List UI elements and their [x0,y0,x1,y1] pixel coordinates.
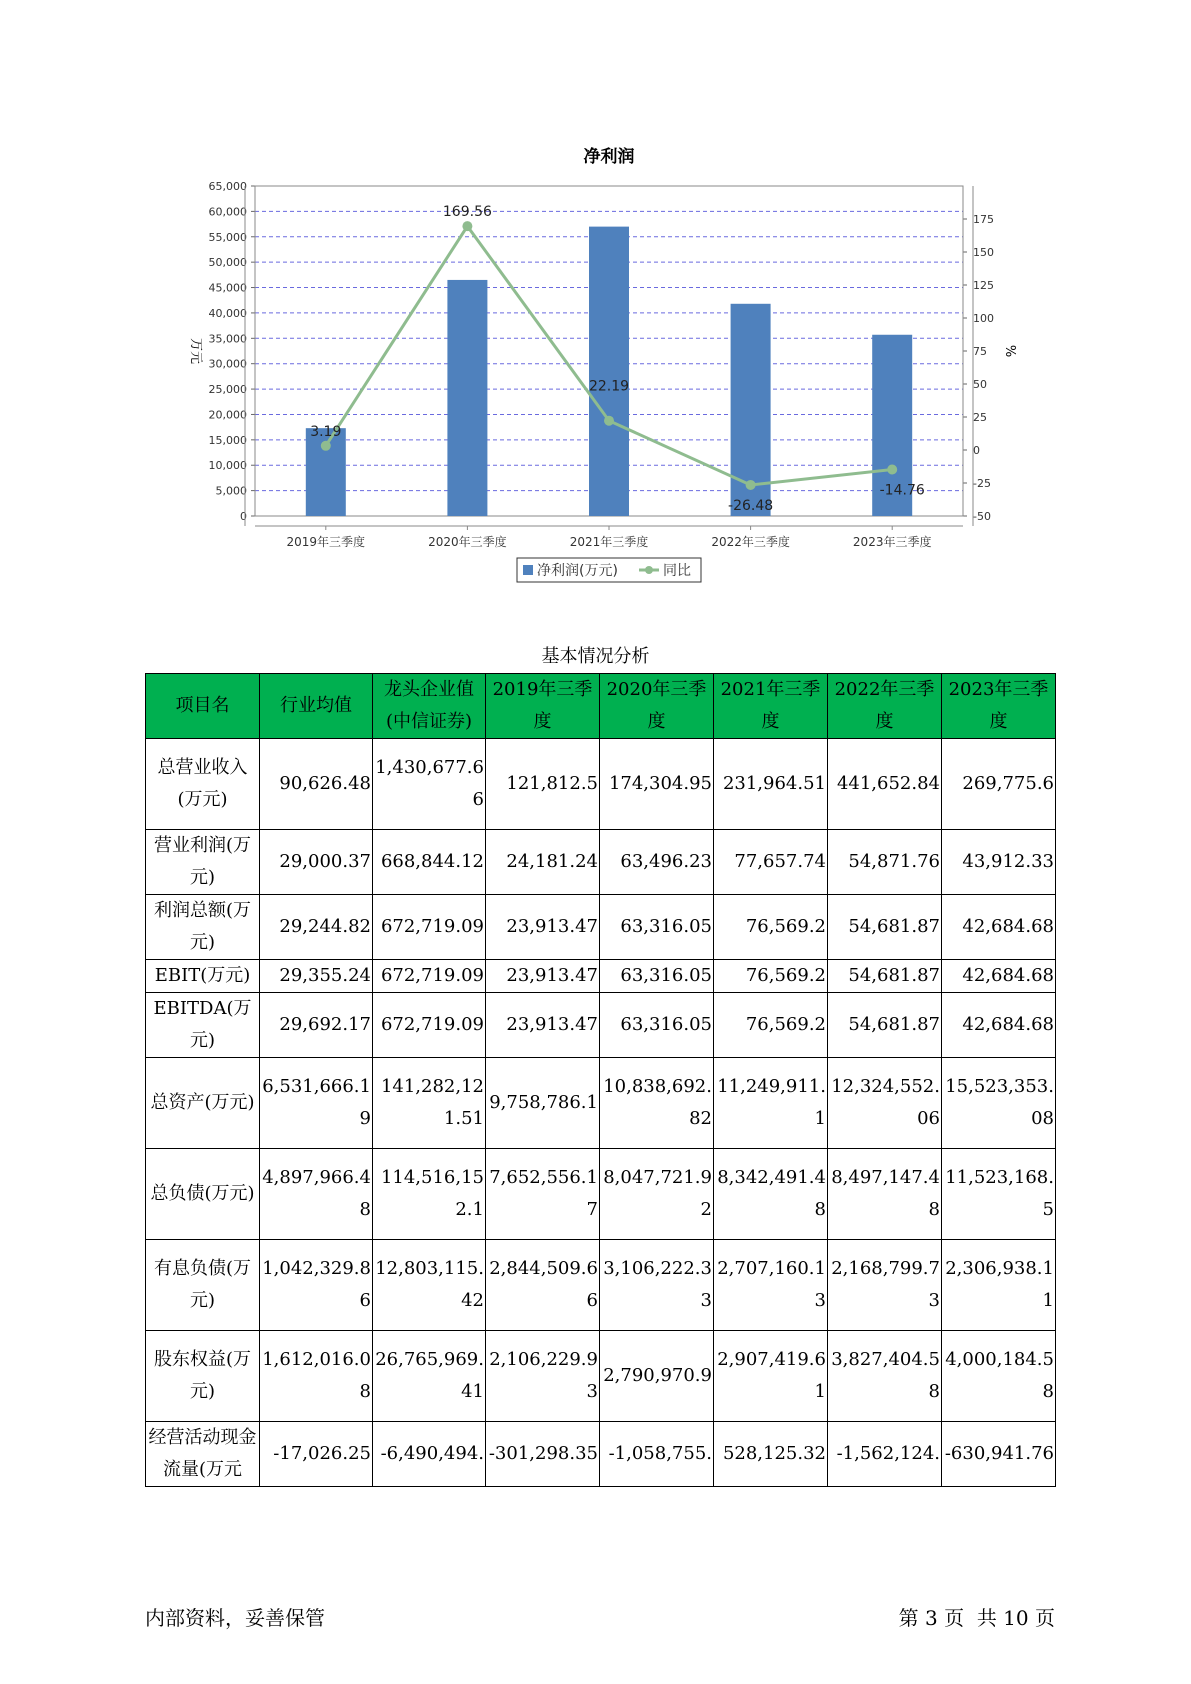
table-cell: 54,681.87 [828,993,942,1058]
table-cell: 441,652.84 [828,739,942,830]
table-cell: 668,844.12 [373,830,486,895]
table-cell: 2,790,970.9 [600,1331,714,1422]
left-tick-label: 0 [240,510,247,523]
right-tick-label: 0 [973,444,980,457]
x-tick-label: 2023年三季度 [852,535,932,549]
row-label: 总资产(万元) [146,1058,260,1149]
table-cell: 63,316.05 [600,895,714,960]
yoy-point [746,480,756,490]
table-cell: 10,838,692.82 [600,1058,714,1149]
table-cell: 174,304.95 [600,739,714,830]
right-tick-label: 150 [973,246,994,259]
data-label: 22.19 [588,378,630,395]
row-label: 营业利润(万元) [146,830,260,895]
table-cell: 8,047,721.92 [600,1149,714,1240]
table-cell: 42,684.68 [942,895,1056,960]
right-tick-label: 100 [973,312,994,325]
table-cell: 23,913.47 [486,895,600,960]
yoy-point [462,221,472,231]
right-tick-label: 25 [973,411,987,424]
table-cell: 76,569.2 [714,895,828,960]
left-tick-label: 55,000 [208,230,247,244]
table-cell: 29,000.37 [260,830,373,895]
table-cell: 114,516,152.1 [373,1149,486,1240]
header-2022q3: 2022年三季度 [828,674,942,739]
table-cell: 76,569.2 [714,993,828,1058]
chart-title: 净利润 [583,147,635,167]
left-tick-label: 40,000 [208,306,247,320]
legend-bar-swatch [523,565,533,575]
right-tick-label: 75 [973,345,987,358]
table-cell: 2,168,799.73 [828,1240,942,1331]
left-axis-title: 万元 [188,337,203,365]
table-cell: 54,681.87 [828,960,942,993]
table-cell: 54,871.76 [828,830,942,895]
table-row [146,993,1056,1058]
table-cell: 2,306,938.11 [942,1240,1056,1331]
table-cell: 1,430,677.66 [373,739,486,830]
table-cell: -630,941.76 [942,1422,1056,1487]
table-cell: 77,657.74 [714,830,828,895]
row-label: 利润总额(万元) [146,895,260,960]
table-cell: 4,897,966.48 [260,1149,373,1240]
table-cell: 7,652,556.17 [486,1149,600,1240]
left-tick-label: 25,000 [208,383,247,397]
legend-line-marker [645,566,653,574]
table-cell: -17,026.25 [260,1422,373,1487]
table-row [146,895,1056,960]
table-cell: 2,707,160.13 [714,1240,828,1331]
row-label: 经营活动现金流量(万元 [146,1422,260,1487]
row-label: 股东权益(万元) [146,1331,260,1422]
table-cell: 43,912.33 [942,830,1056,895]
table-cell: 12,324,552.06 [828,1058,942,1149]
left-tick-label: 65,000 [208,180,247,193]
left-tick-label: 30,000 [208,357,247,371]
table-cell: 8,497,147.48 [828,1149,942,1240]
yoy-point [887,464,897,474]
header-2023q3: 2023年三季度 [942,674,1056,739]
row-label: EBITDA(万元) [146,993,260,1058]
bar [447,280,487,516]
table-cell: 23,913.47 [486,993,600,1058]
x-tick-label: 2022年三季度 [711,535,790,549]
table-cell: 141,282,121.51 [373,1058,486,1149]
data-label: -14.76 [879,482,925,499]
table-cell: 29,692.17 [260,993,373,1058]
table-cell: 42,684.68 [942,960,1056,993]
table-cell: 6,531,666.19 [260,1058,373,1149]
header-2020q3: 2020年三季度 [600,674,714,739]
net-profit-chart [170,140,1030,600]
table-cell: 672,719.09 [373,895,486,960]
data-label: 3.19 [310,423,342,440]
bar [589,227,629,516]
yoy-point [604,416,614,426]
right-tick-label: 50 [973,378,987,391]
row-label: EBIT(万元) [146,960,260,993]
left-tick-label: 35,000 [208,332,247,346]
table-row [146,1331,1056,1422]
table-cell: 672,719.09 [373,993,486,1058]
right-tick-label: -50 [973,510,991,523]
x-tick-label: 2021年三季度 [569,535,649,549]
left-tick-label: 45,000 [208,281,247,295]
header-industry-avg: 行业均值 [260,674,373,739]
table-cell: -1,562,124. [828,1422,942,1487]
table-cell: 54,681.87 [828,895,942,960]
right-tick-label: 175 [973,213,994,226]
table-cell: 4,000,184.58 [942,1331,1056,1422]
table-cell: 2,106,229.93 [486,1331,600,1422]
header-2019q3: 2019年三季度 [486,674,600,739]
header-2021q3: 2021年三季度 [714,674,828,739]
table-cell: 63,496.23 [600,830,714,895]
left-tick-label: 10,000 [208,459,247,473]
legend-bar-label: 净利润(万元) [537,563,618,579]
table-row [146,1058,1056,1149]
table-cell: 29,355.24 [260,960,373,993]
left-tick-label: 5,000 [215,484,247,498]
table-cell: 672,719.09 [373,960,486,993]
data-label: -26.48 [728,497,774,514]
table-cell: 11,249,911.1 [714,1058,828,1149]
basic-analysis-table [145,673,1056,1487]
header-item-name: 项目名 [146,674,260,739]
left-tick-label: 15,000 [208,433,247,447]
table-cell: 528,125.32 [714,1422,828,1487]
table-cell: 9,758,786.1 [486,1058,600,1149]
right-tick-label: 125 [973,279,994,292]
table-cell: 1,612,016.08 [260,1331,373,1422]
table-cell: 42,684.68 [942,993,1056,1058]
table-cell: 63,316.05 [600,993,714,1058]
left-tick-label: 20,000 [208,408,247,422]
table-row [146,830,1056,895]
table-cell: 11,523,168.5 [942,1149,1056,1240]
table-cell: 26,765,969.41 [373,1331,486,1422]
table-cell: 12,803,115.42 [373,1240,486,1331]
footer-page-number: 第 3 页 共 10 页 [898,1606,1055,1630]
table-cell: 2,844,509.66 [486,1240,600,1331]
row-label: 总负债(万元) [146,1149,260,1240]
x-tick-label: 2020年三季度 [428,535,507,549]
table-header-row [146,674,1056,739]
table-cell: -1,058,755. [600,1422,714,1487]
table-title: 基本情况分析 [541,646,650,667]
table-cell: 63,316.05 [600,960,714,993]
table-cell: 23,913.47 [486,960,600,993]
data-label: 169.56 [442,204,492,221]
table-cell: -301,298.35 [486,1422,600,1487]
footer-confidential: 内部资料，妥善保管 [145,1606,325,1630]
table-cell: 76,569.2 [714,960,828,993]
table-cell: 269,775.6 [942,739,1056,830]
table-cell: 8,342,491.48 [714,1149,828,1240]
header-leader-value: 龙头企业值(中信证券) [373,674,486,739]
table-cell: -6,490,494. [373,1422,486,1487]
table-cell: 3,827,404.58 [828,1331,942,1422]
row-label: 有息负债(万元) [146,1240,260,1331]
table-row [146,1149,1056,1240]
table-row [146,739,1056,830]
table-cell: 1,042,329.86 [260,1240,373,1331]
chart-svg [170,140,1030,600]
table-cell: 121,812.5 [486,739,600,830]
right-tick-label: -25 [973,477,991,490]
row-label: 总营业收入(万元) [146,739,260,830]
table-cell: 231,964.51 [714,739,828,830]
table-cell: 29,244.82 [260,895,373,960]
table-cell: 3,106,222.33 [600,1240,714,1331]
legend-line-label: 同比 [663,563,691,579]
table-cell: 15,523,353.08 [942,1058,1056,1149]
right-axis-title: % [1002,344,1017,358]
table-cell: 2,907,419.61 [714,1331,828,1422]
left-tick-label: 60,000 [208,205,247,219]
x-tick-label: 2019年三季度 [286,535,366,549]
table-cell: 90,626.48 [260,739,373,830]
table-row [146,960,1056,993]
left-tick-label: 50,000 [208,256,247,270]
table-cell: 24,181.24 [486,830,600,895]
yoy-point [321,441,331,451]
table-row [146,1422,1056,1487]
table-row [146,1240,1056,1331]
